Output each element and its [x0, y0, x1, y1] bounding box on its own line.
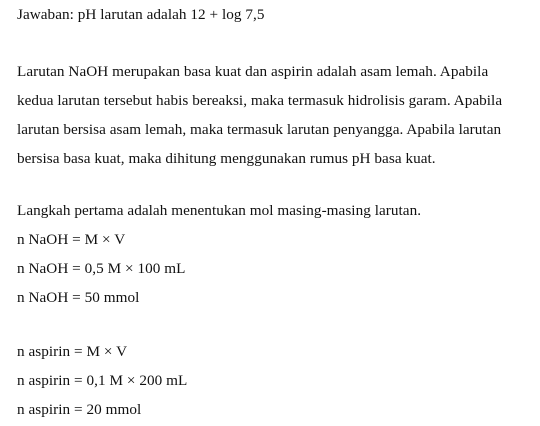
naoh-result-line: n NaOH = 50 mmol — [17, 289, 140, 306]
aspirin-substitution-line: n aspirin = 0,1 M × 200 mL — [17, 372, 188, 389]
paragraph-line-2: kedua larutan tersebut habis bereaksi, maka termasuk hidrolisis garam. Apabila — [17, 92, 503, 109]
naoh-formula-line: n NaOH = M × V — [17, 231, 126, 248]
paragraph-line-4: bersisa basa kuat, maka dihitung menggunakan rumus pH basa kuat. — [17, 150, 436, 167]
aspirin-formula-line: n aspirin = M × V — [17, 343, 128, 360]
answer-line: Jawaban: pH larutan adalah 12 + log 7,5 — [17, 6, 265, 23]
aspirin-result-line: n aspirin = 20 mmol — [17, 401, 142, 418]
naoh-substitution-line: n NaOH = 0,5 M × 100 mL — [17, 260, 186, 277]
step-intro-line: Langkah pertama adalah menentukan mol masing-masing larutan. — [17, 202, 422, 219]
paragraph-line-1: Larutan NaOH merupakan basa kuat dan aspirin adalah asam lemah. Apabila — [17, 63, 489, 80]
paragraph-line-3: larutan bersisa asam lemah, maka termasuk larutan penyangga. Apabila larutan — [17, 121, 502, 138]
